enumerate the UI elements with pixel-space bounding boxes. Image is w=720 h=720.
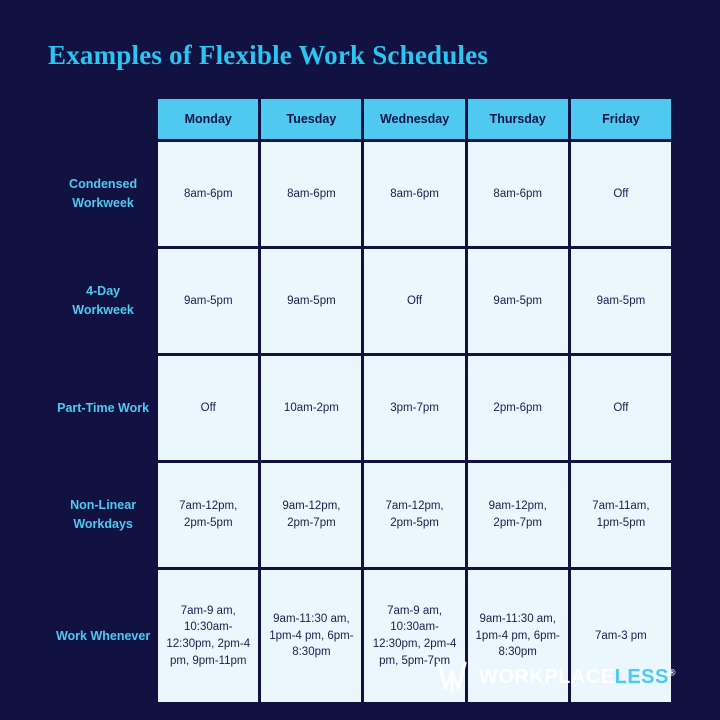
cell-whenever-thursday: 9am-11:30 am, 1pm-4 pm, 6pm-8:30pm <box>468 570 568 702</box>
brand-logo <box>435 660 676 694</box>
cell-whenever-friday: 7am-3 pm <box>571 570 671 702</box>
table-row <box>51 142 671 246</box>
cell-nonlinear-wednesday: 7am-12pm, 2pm-5pm <box>364 463 464 567</box>
schedule-grid <box>48 96 674 705</box>
row-label-4-day-workweek: 4-Day Workweek <box>72 284 134 317</box>
brand-name-accent: LESS <box>614 665 669 688</box>
cell-condensed-tuesday: 8am-6pm <box>261 142 361 246</box>
cell-4day-wednesday: Off <box>364 249 464 353</box>
cell-condensed-friday: Off <box>571 142 671 246</box>
row-label-condensed-workweek: Condensed Workweek <box>69 177 138 210</box>
column-header-monday: Monday <box>158 99 258 139</box>
table-corner-cell <box>51 99 155 139</box>
row-label-part-time-work: Part-Time Work <box>57 400 150 415</box>
table-row <box>51 356 671 460</box>
cell-4day-monday: 9am-5pm <box>158 249 258 353</box>
cell-parttime-wednesday: 3pm-7pm <box>364 356 464 460</box>
table-header-row <box>51 99 671 139</box>
cell-nonlinear-tuesday: 9am-12pm, 2pm-7pm <box>261 463 361 567</box>
table-row <box>51 249 671 353</box>
cell-parttime-monday: Off <box>158 356 258 460</box>
cell-whenever-monday: 7am-9 am, 10:30am-12:30pm, 2pm-4 pm, 9pm-11pm <box>158 570 258 702</box>
cell-4day-tuesday: 9am-5pm <box>261 249 361 353</box>
cell-4day-thursday: 9am-5pm <box>468 249 568 353</box>
column-header-wednesday: Wednesday <box>364 99 464 139</box>
cell-condensed-monday: 8am-6pm <box>158 142 258 246</box>
cell-whenever-wednesday: 7am-9 am, 10:30am-12:30pm, 2pm-4 pm, 5pm-7pm <box>364 570 464 702</box>
column-header-thursday: Thursday <box>468 99 568 139</box>
cell-4day-friday: 9am-5pm <box>571 249 671 353</box>
schedule-table <box>48 96 674 705</box>
cell-condensed-thursday: 8am-6pm <box>468 142 568 246</box>
brand-name-main: WORKPLACE <box>479 665 615 688</box>
cell-whenever-tuesday: 9am-11:30 am, 1pm-4 pm, 6pm-8:30pm <box>261 570 361 702</box>
cell-condensed-wednesday: 8am-6pm <box>364 142 464 246</box>
cell-nonlinear-monday: 7am-12pm, 2pm-5pm <box>158 463 258 567</box>
cell-parttime-friday: Off <box>571 356 671 460</box>
page-title: Examples of Flexible Work Schedules <box>48 40 489 70</box>
cell-parttime-thursday: 2pm-6pm <box>468 356 568 460</box>
table-row <box>51 463 671 567</box>
brand-name <box>479 666 676 689</box>
cell-nonlinear-friday: 7am-11am, 1pm-5pm <box>571 463 671 567</box>
column-header-friday: Friday <box>571 99 671 139</box>
cell-parttime-tuesday: 10am-2pm <box>261 356 361 460</box>
registered-mark: ® <box>668 666 676 677</box>
row-label-work-whenever: Work Whenever <box>55 628 151 643</box>
cell-nonlinear-thursday: 9am-12pm, 2pm-7pm <box>468 463 568 567</box>
w-monogram-icon <box>435 660 469 694</box>
column-header-tuesday: Tuesday <box>261 99 361 139</box>
row-label-non-linear-workdays: Non-Linear Workdays <box>70 498 137 531</box>
